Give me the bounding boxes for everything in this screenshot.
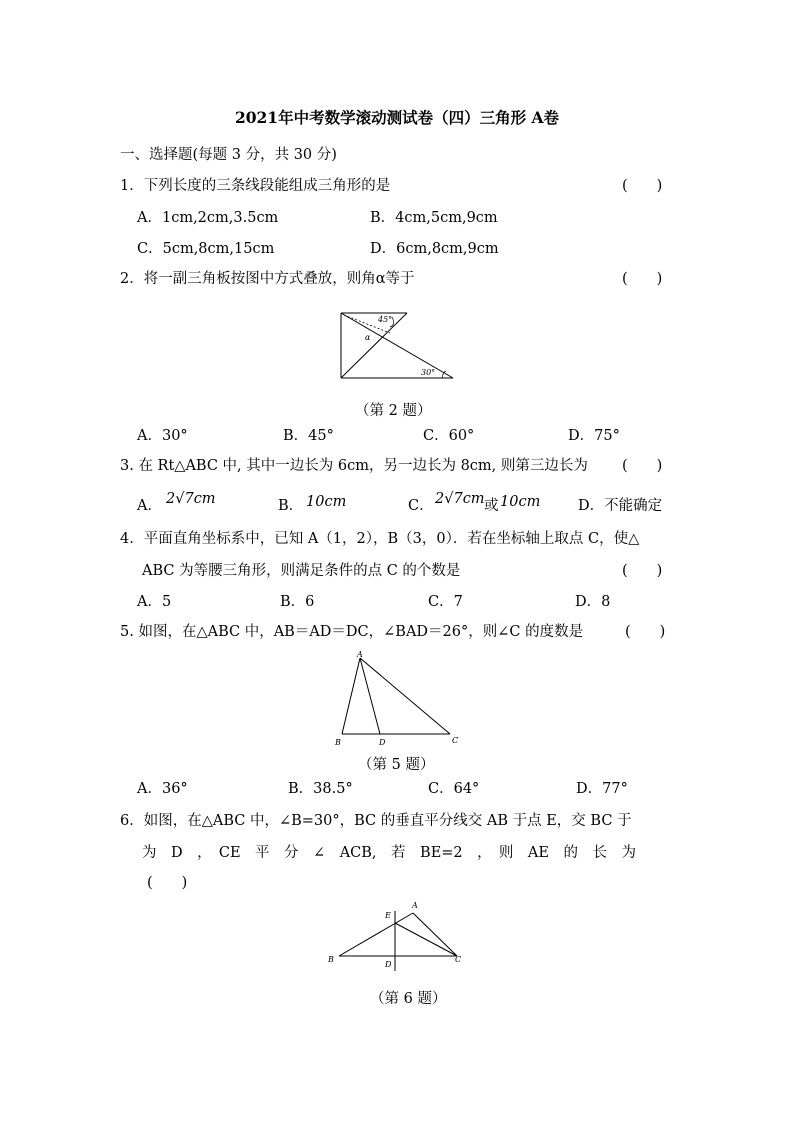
question-1-option-b: B．4cm,5cm,9cm <box>370 210 498 226</box>
alpha-label: α <box>365 333 371 342</box>
question-5-option-a: A．36° <box>137 781 188 797</box>
question-5-stem: 5. 如图，在△ABC 中，AB＝AD＝DC，∠BAD＝26°，则∠C 的度数是 <box>120 624 584 640</box>
question-5-option-d: D．77° <box>576 781 628 797</box>
question-5-answer-bracket: ( ) <box>625 624 666 640</box>
question-4-option-b: B．6 <box>280 594 315 610</box>
question-4-answer-bracket: ( ) <box>622 563 663 579</box>
question-2-option-d: D．75° <box>568 428 620 444</box>
vertex-d-label: D <box>379 738 386 747</box>
question-3-stem: 3. 在 Rt△ABC 中, 其中一边长为 6cm，另一边长为 8cm, 则第三边长为 <box>120 458 588 474</box>
question-3-option-c-value1: 2√7cm <box>435 491 485 507</box>
vertex-c-label: C <box>452 736 459 745</box>
question-2-stem: 2．将一副三角板按图中方式叠放，则角α等于 <box>120 271 415 287</box>
question-6-stem-line2: 为 D ， CE 平 分 ∠ ACB, 若 BE=2 ， 则 AE 的 长 为 <box>142 845 636 861</box>
vertex-b-label: B <box>335 738 341 747</box>
question-2-figure <box>330 305 460 385</box>
angle-45-label: 45° <box>378 315 393 324</box>
question-3-option-c-prefix: C． <box>408 498 434 514</box>
question-1-option-c: C．5cm,8cm,15cm <box>137 241 275 257</box>
section-heading: 一、选择题(每题 3 分，共 30 分) <box>120 147 337 163</box>
vertex-a-label: A <box>412 901 418 910</box>
question-1-stem: 1．下列长度的三条线段能组成三角形的是 <box>120 178 391 194</box>
question-2-option-c: C．60° <box>423 428 475 444</box>
vertex-e-label: E <box>385 911 391 920</box>
question-1-option-d: D．6cm,8cm,9cm <box>370 241 499 257</box>
question-6-stem-line1: 6．如图，在△ABC 中，∠B=30°，BC 的垂直平分线交 AB 于点 E，交 BC 于 <box>120 813 632 829</box>
question-3-answer-bracket: ( ) <box>622 458 663 474</box>
question-6-answer-bracket: ( ) <box>147 875 188 891</box>
question-4-option-c: C．7 <box>428 594 463 610</box>
question-6-caption: （第 6 题） <box>370 991 447 1007</box>
question-4-stem-line2: ABC 为等腰三角形，则满足条件的点 C 的个数是 <box>142 563 461 579</box>
vertex-d-label: D <box>385 960 392 969</box>
question-2-answer-bracket: ( ) <box>622 271 663 287</box>
question-6-figure <box>325 895 475 975</box>
question-4-option-d: D．8 <box>575 594 611 610</box>
question-3-option-a-prefix: A． <box>137 498 162 514</box>
question-3-option-c-value2: 10cm <box>500 494 541 510</box>
question-3-option-b-prefix: B． <box>278 498 304 514</box>
vertex-c-label: C <box>455 955 462 964</box>
question-3-option-d: D．不能确定 <box>578 498 663 514</box>
angle-30-label: 30° <box>421 368 436 377</box>
question-5-option-b: B．38.5° <box>288 781 353 797</box>
question-5-option-c: C．64° <box>428 781 480 797</box>
vertex-a-label: A <box>357 650 363 659</box>
question-3-option-c-or: 或 <box>484 498 499 514</box>
question-4-option-a: A．5 <box>137 594 172 610</box>
vertex-b-label: B <box>328 955 334 964</box>
question-3-option-a-value: 2√7cm <box>166 491 216 507</box>
question-4-stem-line1: 4．平面直角坐标系中，已知 A（1，2），B（3，0）．若在坐标轴上取点 C，使△ <box>120 531 640 547</box>
question-2-caption: （第 2 题） <box>355 403 432 419</box>
question-2-option-a: A．30° <box>137 428 188 444</box>
question-2-option-b: B．45° <box>283 428 334 444</box>
question-5-caption: （第 5 题） <box>358 757 435 773</box>
question-3-option-b-value: 10cm <box>306 494 347 510</box>
question-5-figure <box>330 648 470 748</box>
page-title: 2021年中考数学滚动测试卷（四）三角形 A卷 <box>234 108 560 127</box>
question-1-answer-bracket: ( ) <box>622 178 663 194</box>
question-1-option-a: A．1cm,2cm,3.5cm <box>137 210 279 226</box>
